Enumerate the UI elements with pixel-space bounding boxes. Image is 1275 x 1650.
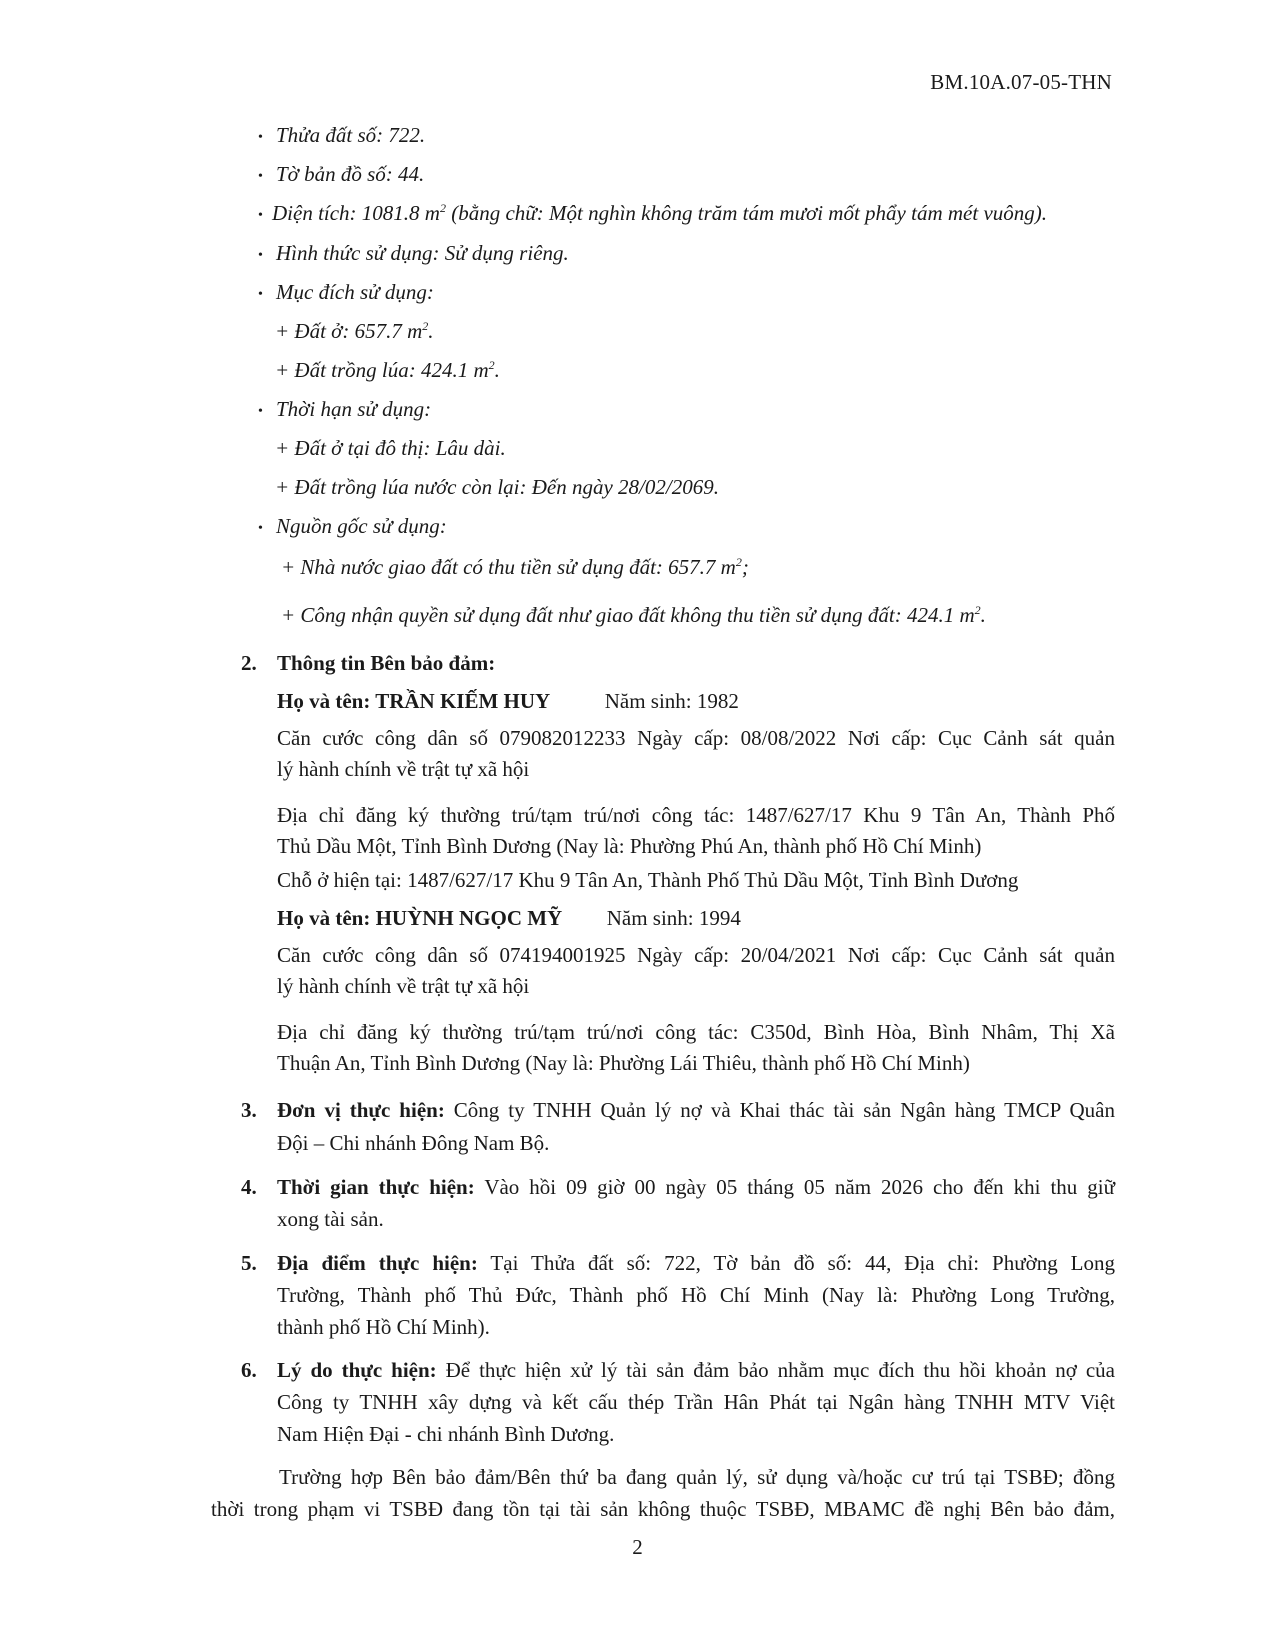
parcel-number: Thửa đất số: 722. [276,123,426,147]
guarantor-2-id-line2: lý hành chính về trật tự xã hội [277,974,530,998]
guarantor-1-name: Họ và tên: TRẦN KIẾM HUY [277,689,551,713]
guarantor-2-birth-year: Năm sinh: 1994 [606,906,741,930]
section-3-line1: Đơn vị thực hiện: Công ty TNHH Quản lý nợ và Khai thác tài sản Ngân hàng TMCP Quân [277,1098,1115,1122]
bullet-icon: • [258,130,263,145]
guarantor-1-id-line2: lý hành chính về trật tự xã hội [277,757,530,781]
section-6-line3: Nam Hiện Đại - chi nhánh Bình Dương. [277,1422,615,1446]
guarantor-2-address-line2: Thuận An, Tỉnh Bình Dương (Nay là: Phường Lái Thiêu, thành phố Hồ Chí Minh) [277,1051,970,1075]
term-rice: + Đất trồng lúa nước còn lại: Đến ngày 28/02/2069. [275,475,719,499]
section-2-title: Thông tin Bên bảo đảm: [277,651,496,675]
section-5-line3: thành phố Hồ Chí Minh). [277,1315,490,1339]
purpose-rice: + Đất trồng lúa: 424.1 $m^2$. [275,358,500,382]
section-4-number: 4. [241,1175,257,1199]
closing-paragraph-line1: Trường hợp Bên bảo đảm/Bên thứ ba đang quản lý, sử dụng và/hoặc cư trú tại TSBĐ; đồng [279,1465,1115,1489]
section-3-label: Đơn vị thực hiện: [277,1098,445,1122]
land-area: Diện tích: 1081.8 $m^2$ (bằng chữ: Một nghìn không trăm tám mươi mốt phẩy tám mét vuông). [272,201,1048,225]
bullet-icon: • [258,169,263,184]
bullet-icon: • [258,208,263,223]
section-5-number: 5. [241,1251,257,1275]
map-sheet-number: Tờ bản đồ số: 44. [276,162,425,186]
section-4-line2: xong tài sản. [277,1207,384,1231]
origin-recognized: + Công nhận quyền sử dụng đất như giao đất không thu tiền sử dụng đất: 424.1 $m^2$. [281,603,986,627]
bullet-icon: • [258,248,263,263]
usage-purpose-label: Mục đích sử dụng: [276,280,434,304]
section-3-line2: Đội – Chi nhánh Đông Nam Bộ. [277,1131,550,1155]
guarantor-2-address-line1: Địa chỉ đăng ký thường trú/tạm trú/nơi công tác: C350d, Bình Hòa, Bình Nhâm, Thị Xã [277,1020,1115,1044]
guarantor-2-name: Họ và tên: HUỲNH NGỌC MỸ [277,906,563,930]
section-5-label: Địa điểm thực hiện: [277,1251,478,1275]
guarantor-1-id-line1: Căn cước công dân số 079082012233 Ngày cấp: 08/08/2022 Nơi cấp: Cục Cảnh sát quản [277,726,1115,750]
form-code: BM.10A.07-05-THN [930,70,1112,94]
section-4-label: Thời gian thực hiện: [277,1175,475,1199]
usage-form: Hình thức sử dụng: Sử dụng riêng. [276,241,569,265]
usage-origin-label: Nguồn gốc sử dụng: [276,514,447,538]
guarantor-2-id-line1: Căn cước công dân số 074194001925 Ngày cấp: 20/04/2021 Nơi cấp: Cục Cảnh sát quản [277,943,1115,967]
section-2-number: 2. [241,651,257,675]
usage-term-label: Thời hạn sử dụng: [276,397,432,421]
page-number: 2 [632,1535,643,1559]
guarantor-1-current-residence: Chỗ ở hiện tại: 1487/627/17 Khu 9 Tân An, Thành Phố Thủ Dầu Một, Tỉnh Bình Dương [277,868,1019,892]
section-4-line1: Thời gian thực hiện: Vào hồi 09 giờ 00 ngày 05 tháng 05 năm 2026 cho đến khi thu giữ [277,1175,1115,1199]
section-6-label: Lý do thực hiện: [277,1358,437,1382]
guarantor-1-address-line2: Thủ Dầu Một, Tỉnh Bình Dương (Nay là: Phường Phú An, thành phố Hồ Chí Minh) [277,834,982,858]
closing-paragraph-line2: thời trong phạm vi TSBĐ đang tồn tại tài sản không thuộc TSBĐ, MBAMC đề nghị Bên bảo đảm, [211,1497,1115,1521]
guarantor-2-header [277,906,1115,931]
section-6-line1: Lý do thực hiện: Để thực hiện xử lý tài sản đảm bảo nhằm mục đích thu hồi khoản nợ của [277,1358,1115,1382]
bullet-icon: • [258,521,263,536]
section-6-number: 6. [241,1358,257,1382]
section-5-line1: Địa điểm thực hiện: Tại Thửa đất số: 722, Tờ bản đồ số: 44, Địa chỉ: Phường Long [277,1251,1115,1275]
purpose-residential: + Đất ở: 657.7 $m^2$. [275,319,434,343]
bullet-icon: • [258,287,263,302]
section-5-line2: Trường, Thành phố Thủ Đức, Thành phố Hồ Chí Minh (Nay là: Phường Long Trường, [277,1283,1115,1307]
origin-allocated: + Nhà nước giao đất có thu tiền sử dụng đất: 657.7 $m^2$; [281,555,749,579]
guarantor-1-header [277,689,1115,714]
section-6-line2: Công ty TNHH xây dựng và kết cấu thép Trần Hân Phát tại Ngân hàng TNHH MTV Việt [277,1390,1115,1414]
bullet-icon: • [258,404,263,419]
guarantor-1-address-line1: Địa chỉ đăng ký thường trú/tạm trú/nơi công tác: 1487/627/17 Khu 9 Tân An, Thành Phố [277,803,1115,827]
section-3-number: 3. [241,1098,257,1122]
guarantor-1-birth-year: Năm sinh: 1982 [604,689,739,713]
term-urban: + Đất ở tại đô thị: Lâu dài. [275,436,506,460]
